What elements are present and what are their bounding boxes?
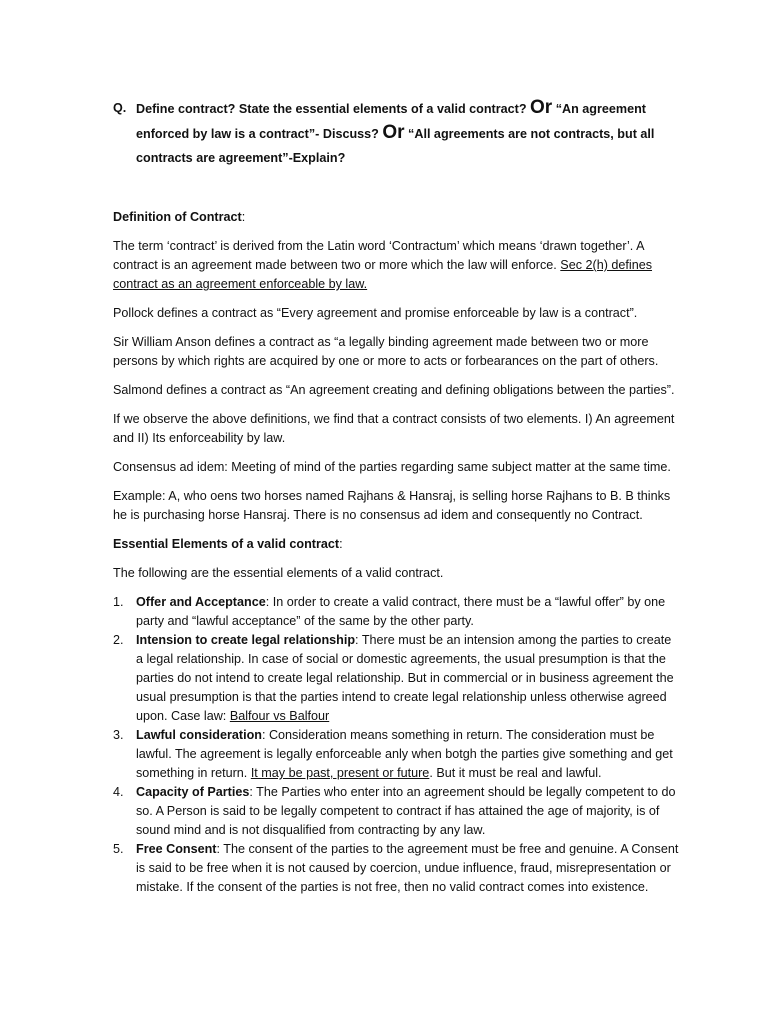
essentials-list xyxy=(113,593,681,897)
anson-paragraph: Sir William Anson defines a contract as “a legally binding agreement made between two or more persons by which rights are acquired by one or more to acts or forbearances on the part of others. xyxy=(113,335,659,368)
definition-heading-line xyxy=(113,208,681,227)
essentials-heading: Essential Elements of a valid contract xyxy=(113,537,340,551)
list-item-text: : The Parties who enter into an agreement should be legally competent to do so. A Person is said to be legally competent to contract if has attained the age of majority, is of sound mind and is not disqualified from contracting by any law. xyxy=(136,785,676,837)
definition-heading-colon: : xyxy=(241,210,246,224)
question-part-2: “An agreement enforced by law is a contract”- Discuss? xyxy=(136,102,646,141)
list-item xyxy=(113,593,681,631)
essentials-heading-line xyxy=(113,535,681,554)
list-item-number: 5. xyxy=(113,842,124,856)
question-block xyxy=(113,96,683,170)
question-part-3: “All agreements are not contracts, but all contracts are agreement”-Explain? xyxy=(136,127,655,165)
list-item-title: Offer and Acceptance xyxy=(136,595,266,609)
list-item-text: : Consideration means something in return. The consideration must be lawful. The agreement is legally enforceable anly when botgh the parties give something and get something in return. xyxy=(136,728,673,780)
example-paragraph: Example: A, who oens two horses named Rajhans & Hansraj, is selling horse Rajhans to B. B thinks he is purchasing horse Hansraj. There is no consensus ad idem and consequently no Contract. xyxy=(113,489,671,522)
list-item-title: Free Consent xyxy=(136,842,217,856)
definition-text: The term ‘contract’ is derived from the Latin word ‘Contractum’ which means ‘drawn together’. A contract is an agreement made between two or more which the law will enforce. xyxy=(113,239,644,272)
pollock-paragraph: Pollock defines a contract as “Every agreement and promise enforceable by law is a contract”. xyxy=(113,306,638,320)
question-number: Q. xyxy=(113,101,127,115)
list-item-text: : In order to create a valid contract, there must be a “lawful offer” by one party and “lawful acceptance” of the same by the other party. xyxy=(136,595,666,628)
case-law-link[interactable]: Balfour vs Balfour xyxy=(229,709,330,723)
essentials-heading-colon: : xyxy=(339,537,343,551)
definition-paragraph xyxy=(113,237,681,294)
list-item-number: 3. xyxy=(113,728,124,742)
question-part-1: Define contract? State the essential elements of a valid contract? xyxy=(136,102,527,116)
question-text xyxy=(136,96,683,170)
list-item-number: 4. xyxy=(113,785,124,799)
list-item xyxy=(113,631,681,726)
list-item-text: : There must be an intension among the parties to create a legal relationship. In case of social or domestic agreements, the usual presumption is that the parties do not intend to create legal relationship. But in commercial or in business agreement the usual presumption is that the parties intend to create legal relationship unless otherwise agreed upon. Case law: xyxy=(136,633,674,723)
essentials-intro: The following are the essential elements of a valid contract. xyxy=(113,566,444,580)
document-body xyxy=(113,208,681,897)
definition-heading: Definition of Contract xyxy=(113,210,242,224)
list-item xyxy=(113,726,681,783)
list-item-title: Capacity of Parties xyxy=(136,785,250,799)
list-item-number: 2. xyxy=(113,633,124,647)
salmond-paragraph: Salmond defines a contract as “An agreement creating and defining obligations between the parties”. xyxy=(113,383,675,397)
underlined-phrase: It may be past, present or future xyxy=(250,766,430,780)
question-or-1: Or xyxy=(530,97,553,118)
question-or-2: Or xyxy=(382,122,405,143)
list-item-tail: . But it must be real and lawful. xyxy=(429,766,602,780)
list-item xyxy=(113,783,681,840)
observe-paragraph: If we observe the above definitions, we find that a contract consists of two elements. I) An agreement and II) Its enforceability by law. xyxy=(113,412,675,445)
consensus-paragraph: Consensus ad idem: Meeting of mind of the parties regarding same subject matter at the same time. xyxy=(113,460,671,474)
list-item-number: 1. xyxy=(113,595,124,609)
list-item-text: : The consent of the parties to the agreement must be free and genuine. A Consent is said to be free when it is not caused by coercion, undue influence, fraud, misrepresentation or mistake. If the consent of the parties is not free, then no valid contract comes into existence. xyxy=(136,842,679,894)
list-item xyxy=(113,840,681,897)
section-2h-reference: Sec 2(h) defines contract as an agreement enforceable by law. xyxy=(113,258,653,291)
list-item-title: Intension to create legal relationship xyxy=(136,633,356,647)
list-item-title: Lawful consideration xyxy=(136,728,262,742)
